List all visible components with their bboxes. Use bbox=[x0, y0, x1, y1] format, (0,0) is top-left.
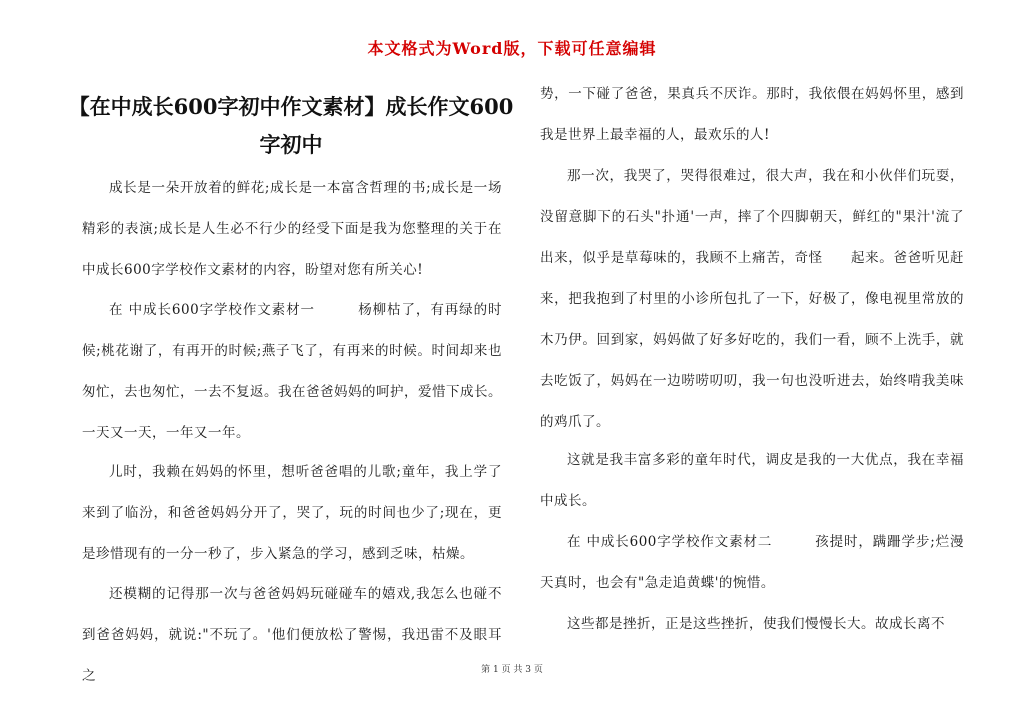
page-title: 【在中成长600字初中作文素材】成长作文600字初中 bbox=[68, 94, 514, 157]
page-number: 第 1 页 共 3 页 bbox=[481, 665, 543, 675]
paragraph-right-4: 在 中成长600字学校作文素材二 孩提时，蹒跚学步;烂漫天真时，也会有"急走追黄蝶'的惋惜。 bbox=[540, 534, 964, 591]
paragraph-right-1: 势，一下碰了爸爸，果真兵不厌诈。那时，我依偎在妈妈怀里，感到我是世界上最幸福的人，最欢乐的人! bbox=[540, 86, 964, 143]
paragraph-right-5: 这些都是挫折，正是这些挫折，使我们慢慢长大。故成长离不 bbox=[567, 616, 945, 632]
paragraph-left-1: 成长是一朵开放着的鲜花;成长是一本富含哲理的书;成长是一场精彩的表演;成长是人生必不行少的经受下面是我为您整理的关于在中成长600字学校作文素材的内容，盼望对您有所关心! bbox=[82, 180, 502, 278]
paragraph-right-2: 那一次，我哭了，哭得很难过，很大声，我在和小伙伴们玩耍，没留意脚下的石头"扑通'一声，摔了个四脚朝天，鲜红的"果汁'流了出来，似乎是草莓味的，我顾不上痛苦，奇怪 起来。爸爸听见赶来，把我抱到了村里的小诊所包扎了一下，好极了，像电视里常放的木乃伊。回到家，妈妈做了好多好吃的，我们一看，顾不上洗手，就去吃饭了，妈妈在一边唠唠叨叨，我一句也没听进去，始终啃我美味的鸡爪了。 bbox=[540, 168, 964, 430]
paragraph-left-4: 还模糊的记得那一次与爸爸妈妈玩碰碰车的嬉戏,我怎么也碰不到爸爸妈妈，就说:"不玩了。'他们便放松了警惕，我迅雷不及眼耳之 bbox=[82, 586, 502, 684]
paragraph-left-2: 在 中成长600字学校作文素材一 杨柳枯了，有再绿的时候;桃花谢了，有再开的时候;燕子飞了，有再来的时候。时间却来也匆忙，去也匆忙，一去不复返。我在爸爸妈妈的呵护，爱惜下成长。一天又一天，一年又一年。 bbox=[82, 302, 502, 441]
paragraph-left-3: 儿时，我赖在妈妈的怀里，想听爸爸唱的儿歌;童年，我上学了来到了临汾，和爸爸妈妈分开了，哭了，玩的时间也少了;现在，更是珍惜现有的一分一秒了，步入紧急的学习，感到乏味，枯燥。 bbox=[82, 464, 502, 562]
download-banner: 本文格式为Word版，下载可任意编辑 bbox=[367, 39, 657, 58]
paragraph-right-3: 这就是我丰富多彩的童年时代，调皮是我的一大优点，我在幸福中成长。 bbox=[540, 452, 964, 509]
